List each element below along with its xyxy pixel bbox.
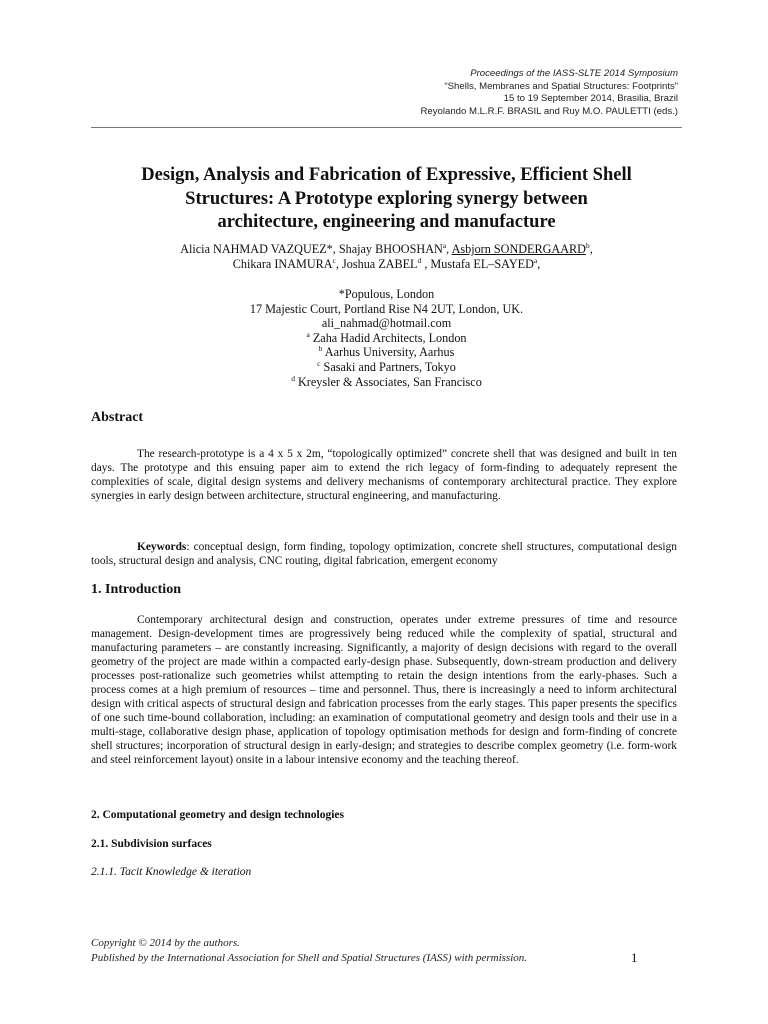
author-bhooshan: Shajay BHOOSHAN (338, 242, 443, 256)
copyright-line: Copyright © 2014 by the authors. (91, 937, 240, 949)
author-zabel-sup: d (417, 255, 422, 265)
author-sondergaard: Asbjorn SONDERGAARD (451, 242, 586, 256)
affiliations (91, 287, 682, 389)
affiliation-c-text: Sasaki and Partners, Tokyo (323, 359, 456, 374)
author-line-2: Chikara INAMURA$^c$, Joshua ZABEL$^d$ , Mustafa EL–SAYED$^a$, (232, 255, 541, 271)
author-inamura: Chikara INAMURA (232, 256, 333, 271)
title-line-3: architecture, engineering and manufacture (217, 212, 556, 232)
abstract-heading: Abstract (91, 410, 144, 425)
affiliation-b (91, 345, 682, 360)
author-bhooshan-sup: a (442, 241, 447, 250)
affiliation-c (91, 360, 682, 375)
permission-line: Published by the International Association for Shell and Spatial Structures (IASS) with permission. (91, 951, 527, 964)
section-2-heading: 2. Computational geometry and design technologies (91, 809, 344, 821)
header-symposium-title: “Shells, Membranes and Spatial Structures: Footprints” (444, 80, 678, 92)
author-line-1: Alicia NAHMAD VAZQUEZ*, Shajay BHOOSHAN$^a$, Asbjorn SONDERGAARD$^b$, (180, 241, 593, 256)
affiliation-b-text: Aarhus University, Aarhus (324, 345, 455, 360)
introduction-text: Contemporary architectural design and construction, operates under extreme pressures of time and resource management. Design-development times are progressively being reduced while the complexity of spatial, structural and manufacturing parameters – are constantly increasing. Significantly, a majority of design decisions with regard to the overall geometry of the project are made within a compacted early-design phase. Subsequently, down-stream production and delivery processes post-rationalize such geometries whilst attempting to retain the design intentions from the early-phases. Such a process comes at a high premium of resources – time and personnel. Thus, there is increasingly a need to inform architectural design with critical aspects of structural design and fabrication processes from the early stages. This paper presents the specifics of one such time-bound collaboration, including: an examination of computational geometry and design tools and their use in a multi-stage, collaborative design phase, application of topology optimisation methods for design and form-finding of concrete shell structures; incorporation of structural design in early-design; and strategies to describe complex geometry (i.e. form-work and steel reinforcement layout) onsite in a labour intensive economy and the teaching thereof. (91, 614, 677, 766)
author-sondergaard-sup: b (585, 241, 590, 250)
author-el-sayed-sup: a (533, 255, 538, 265)
affiliation-address: 17 Majestic Court, Portland Rise N4 2UT, London, UK. (249, 301, 524, 316)
header-proceedings-line: Proceedings of the IASS-SLTE 2014 Symposium (470, 68, 678, 79)
header-dates-location: 15 to 19 September 2014, Brasilia, Brazil (503, 93, 678, 105)
affiliation-a (91, 331, 682, 346)
affiliation-email: ali_nahmad@hotmail.com (321, 316, 452, 331)
affiliation-d-sup: d (291, 373, 295, 383)
header-divider (91, 127, 682, 128)
keywords-paragraph (91, 540, 677, 568)
abstract-text: The research-prototype is a 4 x 5 x 2m, “topologically optimized” concrete shell that was designed and built in ten days. The prototype and this ensuing paper aim to extend the rich legacy of form-finding to adequately represent the complexities of scale, digital design systems and delivery mechanisms of contemporary architectural practice. They explore synergies in early design between architecture, structural engineering, and manufacturing. (91, 448, 677, 502)
header-editors: Reyolando M.L.R.F. BRASIL and Ruy M.O. PAULETTI (eds.) (420, 105, 678, 117)
affiliation-d (91, 375, 682, 390)
author-nahmad: Alicia NAHMAD VAZQUEZ* (180, 242, 333, 256)
affiliation-b-sup: b (318, 344, 323, 354)
paper-title (91, 164, 682, 235)
page-number: 1 (631, 950, 638, 965)
section-2-1-1-heading: 2.1.1. Tacit Knowledge & iteration (91, 866, 252, 878)
keywords-label: Keywords (137, 541, 187, 553)
section-2-1-heading: 2.1. Subdivision surfaces (91, 838, 212, 850)
affiliation-populous: *Populous, London (338, 287, 435, 301)
title-line-1: Design, Analysis and Fabrication of Expressive, Efficient Shell (141, 165, 632, 185)
proceedings-header (258, 68, 678, 118)
author-el-sayed: Mustafa EL–SAYED (430, 256, 534, 271)
affiliation-a-sup: a (306, 329, 310, 339)
copyright-footer (91, 936, 651, 965)
author-zabel: Joshua ZABEL (342, 256, 418, 271)
affiliation-d-text: Kreysler & Associates, San Francisco (298, 374, 482, 389)
title-line-2: Structures: A Prototype exploring synergy between (185, 188, 588, 209)
affiliation-c-sup: c (317, 358, 321, 368)
author-list (91, 242, 682, 271)
keywords-text: : conceptual design, form finding, topology optimization, concrete shell structures, computational design tools, structural design and analysis, CNC routing, digital fabrication, emergent economy (91, 541, 677, 567)
author-inamura-sup: c (332, 255, 336, 265)
introduction-heading: 1. Introduction (91, 582, 181, 597)
affiliation-a-text: Zaha Hadid Architects, London (312, 330, 467, 345)
